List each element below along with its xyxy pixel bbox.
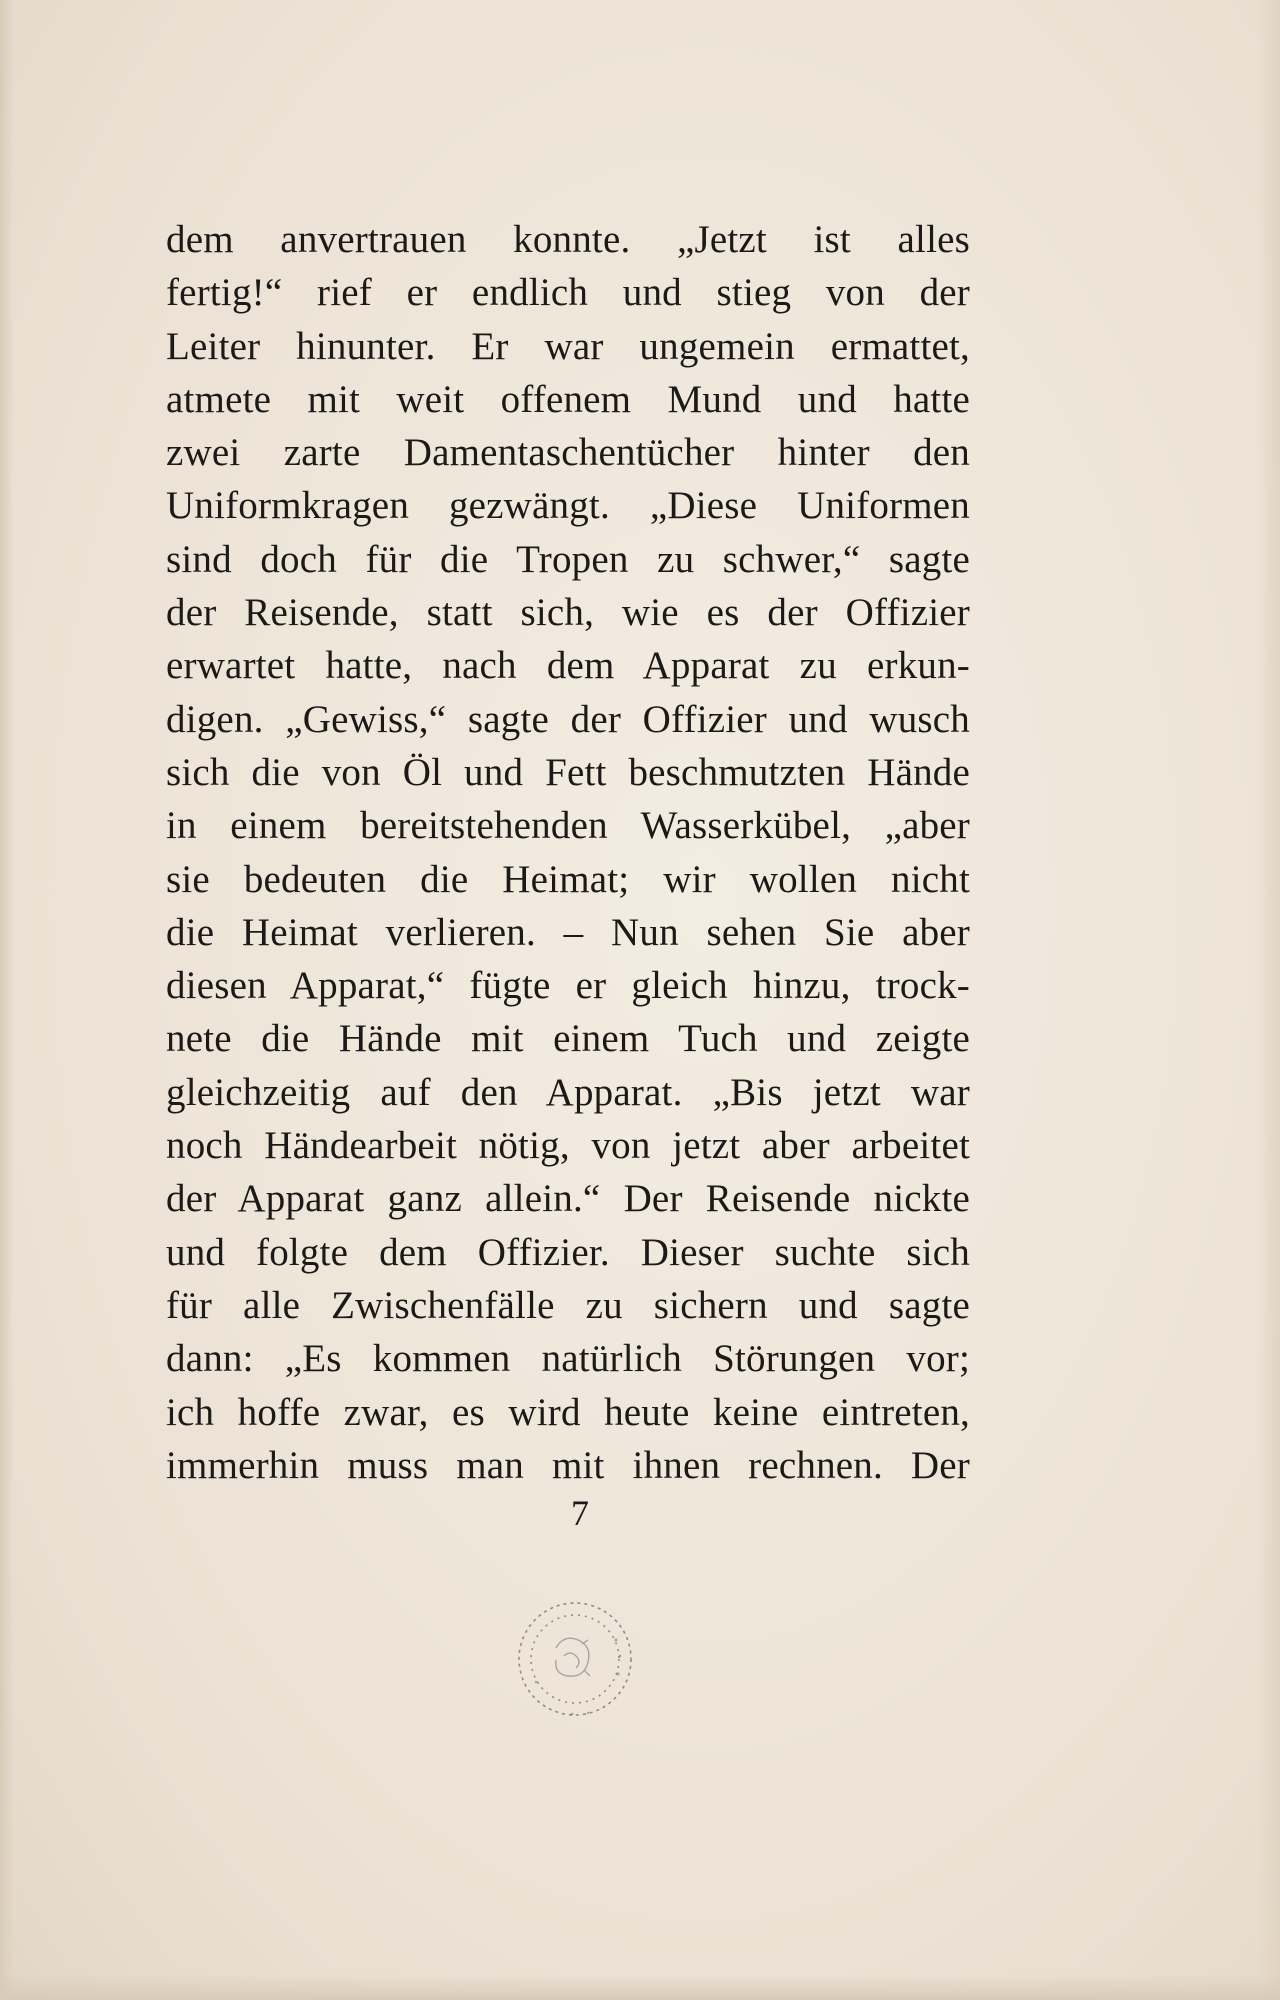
text-line: Uniformkragen gezwängt. „Diese Uniformen [166,484,970,528]
body-text [166,213,970,1492]
text-line: noch Händearbeit nötig, von jetzt aber arbeitet [166,1124,970,1168]
page-edge-left [0,0,14,2000]
text-line: der Reisende, statt sich, wie es der Offizier [166,591,970,635]
library-stamp-icon [512,1596,638,1722]
page-number: 7 [571,1493,589,1533]
text-line: der Apparat ganz allein.“ Der Reisende nickte [166,1177,970,1221]
page-edge-right [1258,0,1280,2000]
text-line: fertig!“ rief er endlich und stieg von der [166,271,970,315]
text-line: für alle Zwischenfälle zu sichern und sagte [166,1283,970,1327]
text-line: dem anvertrauen konnte. „Jetzt ist alles [166,218,970,261]
text-line: diesen Apparat,“ fügte er gleich hinzu, trock- [166,964,970,1008]
text-line: immerhin muss man mit ihnen rechnen. Der [166,1443,970,1487]
text-line: in einem bereitstehenden Wasserkübel, „aber [166,804,970,848]
text-line: Leiter hinunter. Er war ungemein ermattet, [166,324,970,368]
text-line: atmete mit weit offenem Mund und hatte [166,377,970,421]
text-line: dann: „Es kommen natürlich Störungen vor; [166,1337,970,1381]
text-line: sind doch für die Tropen zu schwer,“ sagte [166,537,970,581]
text-line: die Heimat verlieren. – Nun sehen Sie aber [166,910,970,954]
text-line: erwartet hatte, nach dem Apparat zu erkun- [166,644,970,688]
text-line: sich die von Öl und Fett beschmutzten Hände [166,750,970,794]
text-line: nete die Hände mit einem Tuch und zeigte [166,1017,970,1061]
text-line: digen. „Gewiss,“ sagte der Offizier und wusch [166,697,970,741]
text-line: und folgte dem Offizier. Dieser suchte sich [166,1230,970,1274]
text-line: sie bedeuten die Heimat; wir wollen nicht [166,857,970,901]
text-line: gleichzeitig auf den Apparat. „Bis jetzt war [166,1070,970,1114]
page-edge-bottom [0,1974,1280,2000]
text-line: ich hoffe zwar, es wird heute keine eintreten, [166,1390,970,1434]
text-line: zwei zarte Damentaschentücher hinter den [166,431,970,475]
